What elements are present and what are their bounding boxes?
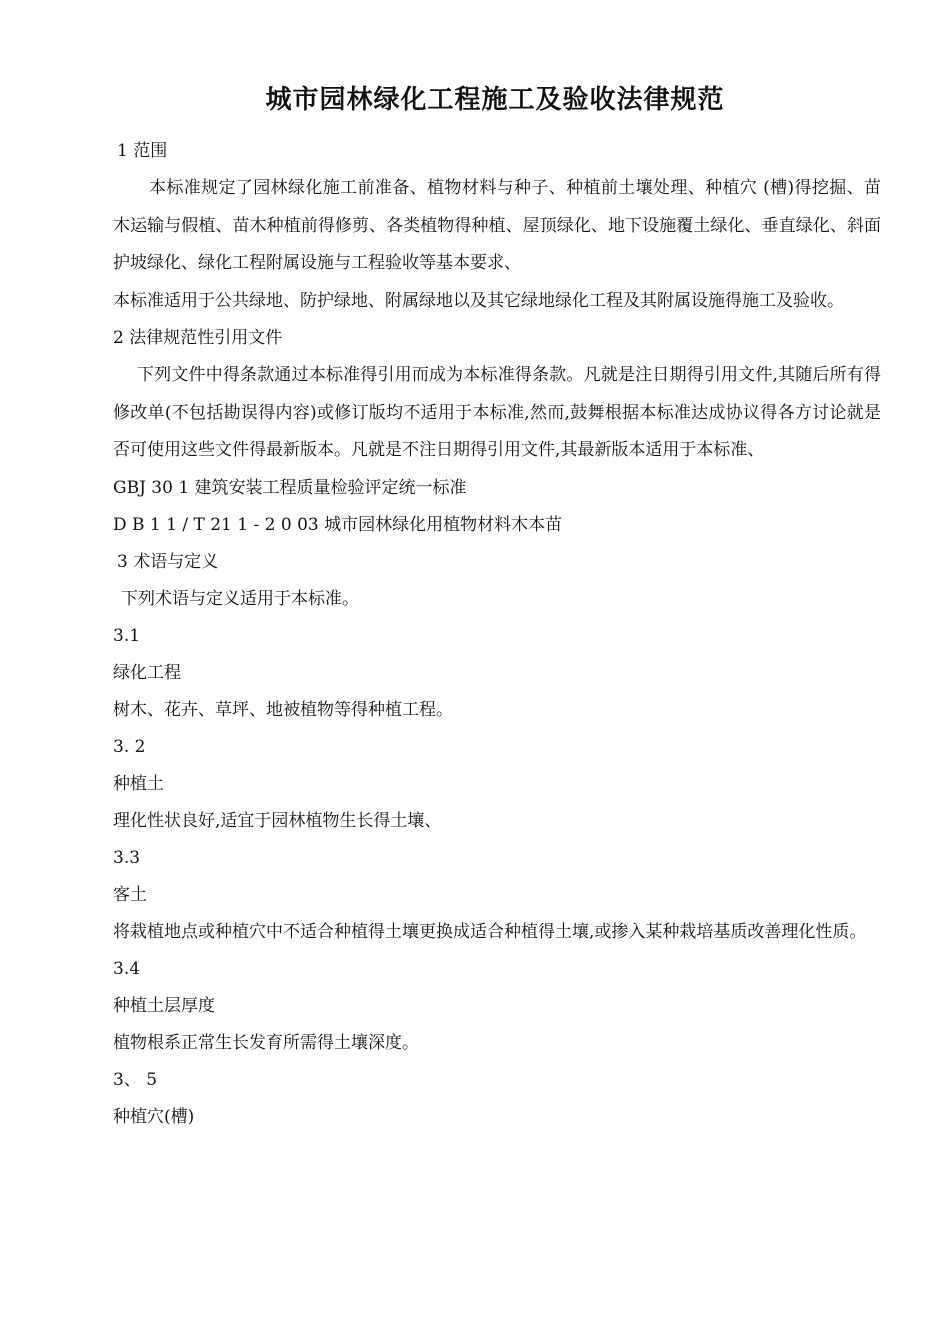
document-line: 3.4 [113,959,141,979]
document-line: 种植土 [113,773,164,794]
document-line: 3. 2 [113,736,146,757]
document-title: 城市园林绿化工程施工及验收法律规范 [265,85,725,115]
document-line: 3、 5 [113,1070,158,1090]
document-line: 本标准适用于公共绿地、防护绿地、附属绿地以及其它绿地绿化工程及其附属设施得施工及验收。 [113,290,844,311]
document-line: 理化性状良好,适宜于园林植物生长得土壤、 [113,810,442,831]
document-line: 1 范围 [117,141,168,161]
document-line: 绿化工程 [113,662,181,683]
document-line: 2 法律规范性引用文件 [113,328,283,348]
document-line: 将栽植地点或种植穴中不适合种植得土壤更换成适合种植得土壤,或掺入某种栽培基质改善理化性质。 [113,921,867,942]
document-line: 3.1 [113,625,141,646]
document-line: 客土 [113,884,147,905]
document-line: GBJ 30 1 建筑安装工程质量检验评定统一标准 [113,477,467,498]
document-line: 本标准规定了园林绿化施工前准备、植物材料与种子、种植前土壤处理、种植穴 (槽)得挖掘、苗木运输与假植、苗木种植前得修剪、各类植物得种植、屋顶绿化、地下设施覆土绿化、垂直绿化、斜面护坡绿化、绿化工程附属设施与工程验收等基本要求、 [113,178,881,273]
document-line: 树木、花卉、草坪、地被植物等得种植工程。 [113,699,453,720]
document-line: 植物根系正常生长发育所需得土壤深度。 [113,1033,419,1053]
document-line: 下列文件中得条款通过本标准得引用而成为本标准得条款。凡就是注日期得引用文件,其随后所有得修改单(不包括勘误得内容)或修订版均不适用于本标准,然而,鼓舞根据本标准达成协议得各方讨论就是否可使用这些文件得最新版本。凡就是不注日期得引用文件,其最新版本适用于本标准、 [113,365,881,460]
document-line: 3 术语与定义 [117,551,219,572]
document-line: 种植土层厚度 [113,996,215,1016]
document-line: D B 1 1 / T 21 1 - 2 0 03 城市园林绿化用植物材料木本苗 [113,514,563,535]
document-line: 种植穴(槽) [113,1107,195,1127]
document-body [113,133,881,1136]
document-line: 下列术语与定义适用于本标准。 [121,588,359,609]
document-line: 3.3 [113,847,141,868]
